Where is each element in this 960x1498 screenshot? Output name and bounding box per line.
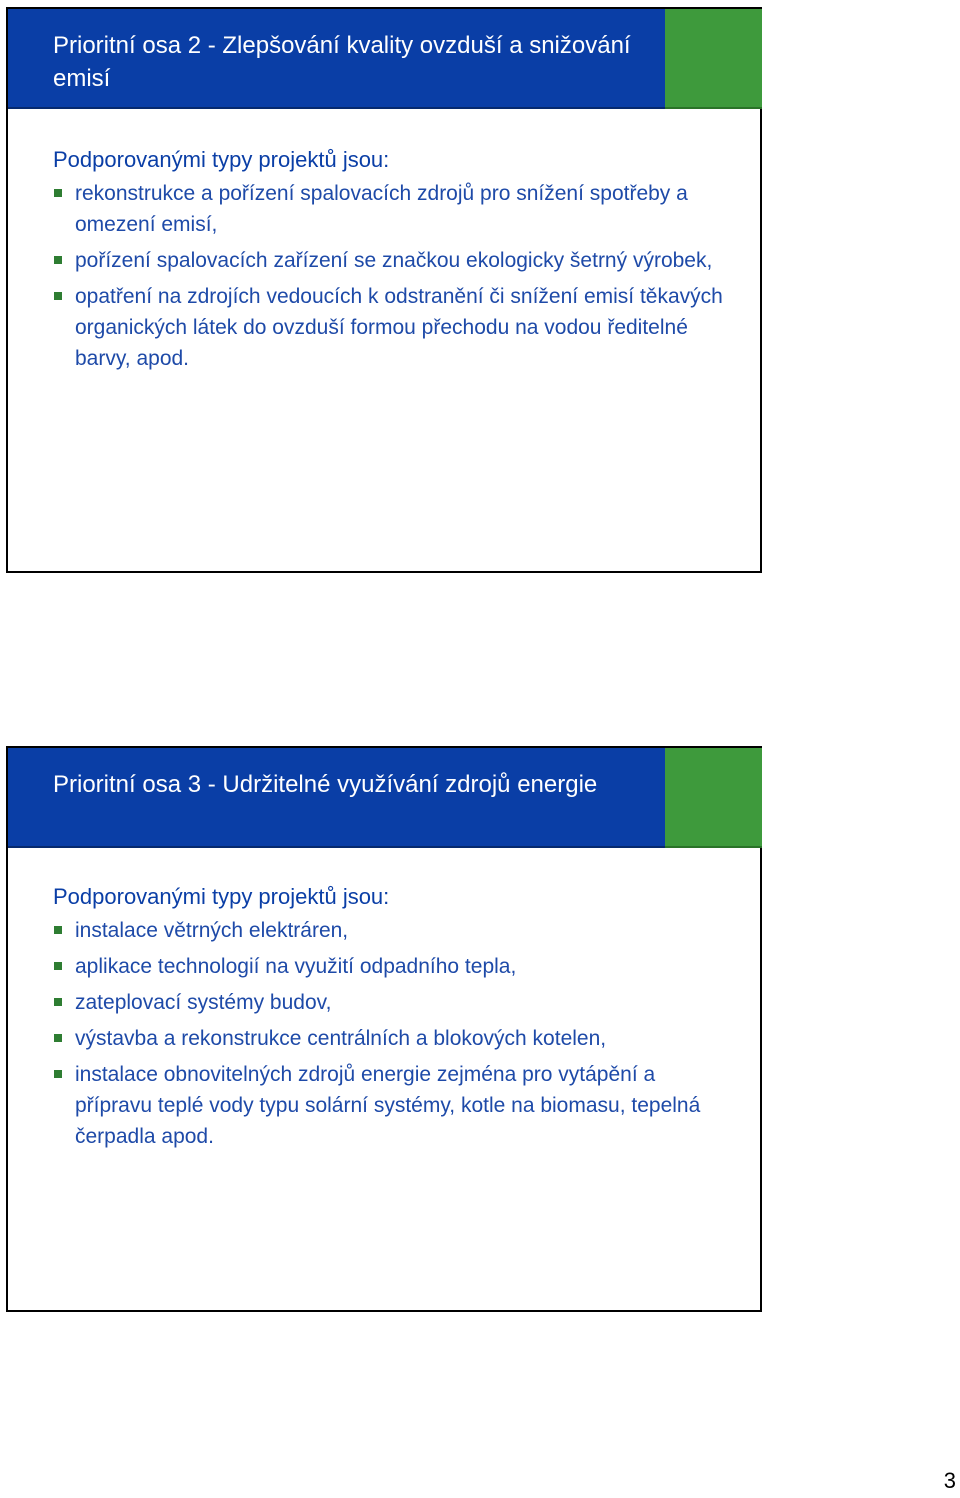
slide-1 bbox=[6, 7, 762, 573]
list-item bbox=[53, 951, 730, 982]
list-item bbox=[53, 281, 730, 374]
square-bullet-icon bbox=[54, 292, 62, 300]
square-bullet-icon bbox=[54, 962, 62, 970]
slide-subtitle: Podporovanými typy projektů jsou: bbox=[53, 147, 390, 172]
square-bullet-icon bbox=[54, 1034, 62, 1042]
list-item bbox=[53, 915, 730, 946]
list-item-text: pořízení spalovacích zařízení se značkou ekologicky šetrný výrobek, bbox=[75, 249, 713, 272]
square-bullet-icon bbox=[54, 998, 62, 1006]
slide-content bbox=[53, 145, 730, 379]
slide-title: Prioritní osa 3 - Udržitelné využívání zdrojů energie bbox=[53, 771, 598, 798]
list-item bbox=[53, 987, 730, 1018]
square-bullet-icon bbox=[54, 189, 62, 197]
accent-block bbox=[665, 748, 762, 848]
square-bullet-icon bbox=[54, 926, 62, 934]
slide-2 bbox=[6, 746, 762, 1312]
list-item-text: opatření na zdrojích vedoucích k odstranění či snížení emisí těkavých organických látek do ovzduší formou přechodu na vodou ředitelné barvy, apod. bbox=[75, 285, 723, 370]
list-item-text: výstavba a rekonstrukce centrálních a blokových kotelen, bbox=[75, 1027, 607, 1050]
square-bullet-icon bbox=[54, 1070, 62, 1078]
bullet-list bbox=[53, 915, 730, 1152]
slide-content bbox=[53, 882, 730, 1157]
bullet-list bbox=[53, 178, 730, 374]
list-item bbox=[53, 178, 730, 240]
list-item-text: aplikace technologií na využití odpadního tepla, bbox=[75, 955, 517, 978]
list-item-text: instalace obnovitelných zdrojů energie zejména pro vytápění a přípravu teplé vody typu solární systémy, kotle na biomasu, tepelná čerpadla apod. bbox=[75, 1063, 701, 1148]
page-number: 3 bbox=[943, 1468, 956, 1493]
slide-title: Prioritní osa 2 - Zlepšování kvality ovzduší a snižování emisí bbox=[53, 32, 631, 92]
list-item bbox=[53, 1059, 730, 1152]
list-item bbox=[53, 245, 730, 276]
accent-block bbox=[665, 9, 762, 109]
slide-subtitle: Podporovanými typy projektů jsou: bbox=[53, 884, 390, 909]
square-bullet-icon bbox=[54, 256, 62, 264]
slide-title-bar bbox=[8, 9, 665, 109]
slide-title-bar bbox=[8, 748, 665, 848]
list-item-text: rekonstrukce a pořízení spalovacích zdrojů pro snížení spotřeby a omezení emisí, bbox=[75, 182, 688, 236]
list-item bbox=[53, 1023, 730, 1054]
list-item-text: instalace větrných elektráren, bbox=[75, 919, 349, 942]
list-item-text: zateplovací systémy budov, bbox=[75, 991, 332, 1014]
